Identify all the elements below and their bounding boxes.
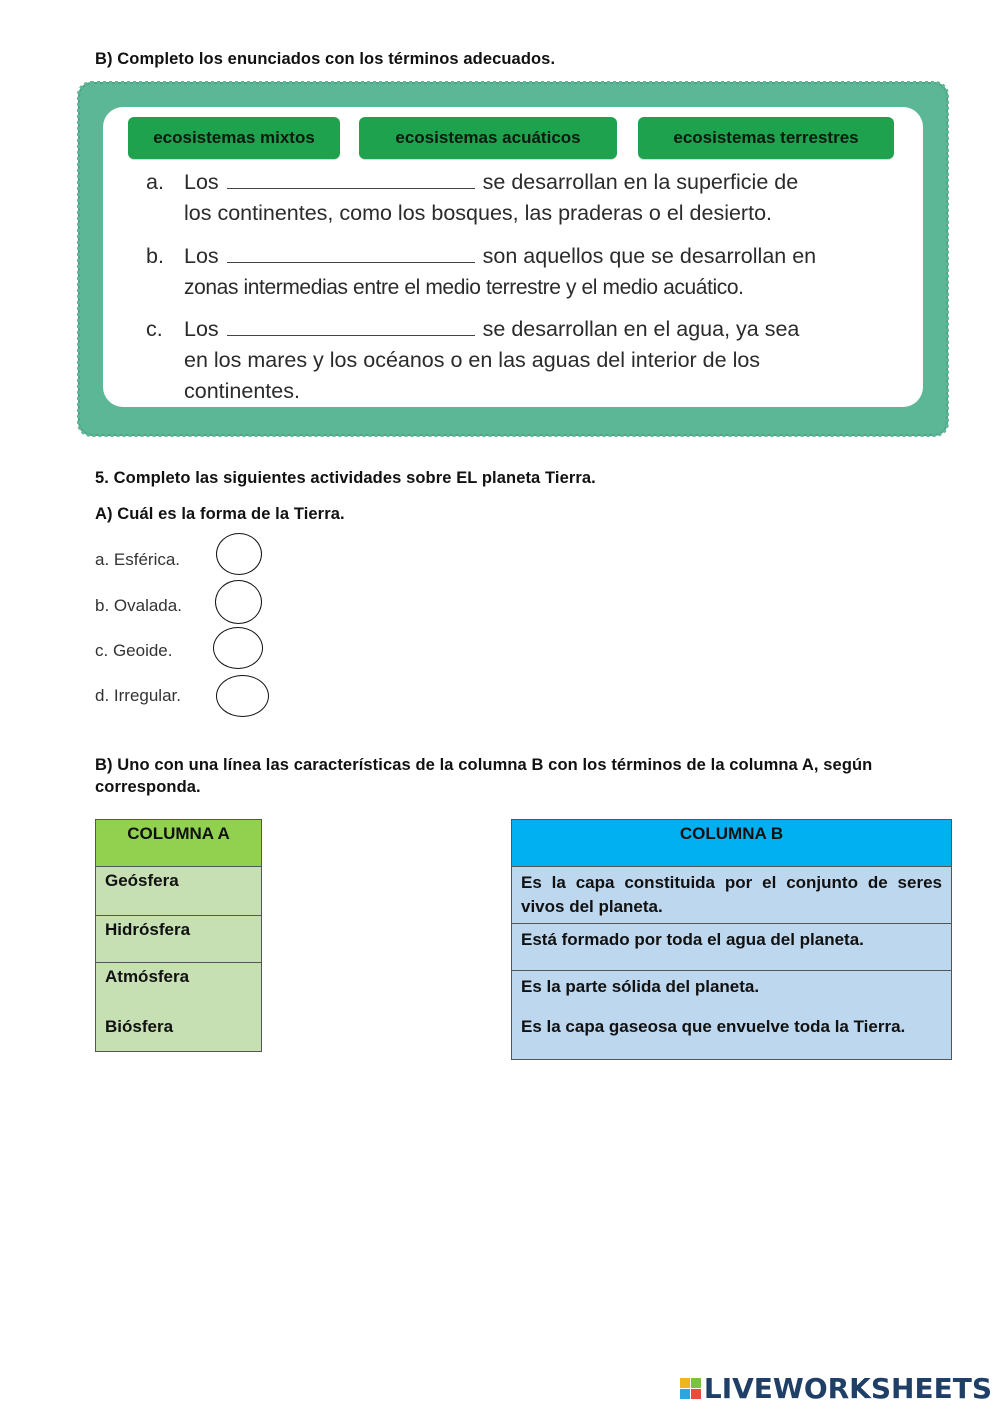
column-a-atmosfera[interactable]: Atmósfera	[105, 967, 190, 986]
blank-b[interactable]	[227, 242, 475, 263]
statement-after: son aquellos que se desarrollan en	[482, 244, 817, 268]
statement-a	[146, 167, 866, 229]
statement-before: Los	[184, 244, 219, 268]
statement-before: Los	[184, 170, 219, 194]
option-geoide-circle[interactable]	[213, 627, 263, 669]
column-a-table	[95, 819, 262, 1052]
chip-ecosistemas-terrestres[interactable]: ecosistemas terrestres	[638, 117, 894, 159]
section-b-heading: B) Completo los enunciados con los términos adecuados.	[95, 50, 556, 68]
option-irregular: d. Irregular.	[95, 686, 181, 705]
option-geoide: c. Geoide.	[95, 641, 173, 660]
column-a-hidrosfera[interactable]: Hidrósfera	[96, 916, 262, 963]
statement-line2: en los mares y los océanos o en las aguas del interior de los	[184, 348, 761, 372]
column-b-row-4[interactable]: Es la capa gaseosa que envuelve toda la Tierra.	[521, 1017, 906, 1036]
statement-after: se desarrollan en el agua, ya sea	[482, 317, 800, 341]
column-a-geosfera[interactable]: Geósfera	[96, 867, 262, 916]
statement-letter: a.	[146, 170, 164, 194]
option-esferica: a. Esférica.	[95, 550, 181, 569]
logo-mark-icon	[680, 1378, 701, 1399]
blank-a[interactable]	[227, 168, 475, 189]
statement-c	[146, 314, 866, 407]
statement-before: Los	[184, 317, 219, 341]
statement-letter: b.	[146, 244, 164, 268]
chip-ecosistemas-mixtos[interactable]: ecosistemas mixtos	[128, 117, 340, 159]
option-esferica-circle[interactable]	[216, 533, 262, 575]
column-a-merged-cell	[96, 963, 262, 1052]
liveworksheets-logo	[680, 1372, 992, 1405]
statement-line3: continentes.	[184, 379, 300, 403]
column-b-header: COLUMNA B	[512, 820, 952, 867]
column-a-header: COLUMNA A	[96, 820, 262, 867]
logo-text: LIVEWORKSHEETS	[703, 1372, 992, 1405]
column-b-row-1[interactable]: Es la capa constituida por el conjunto de seres vivos del planeta.	[512, 867, 952, 924]
column-b-row-3[interactable]: Es la parte sólida del planeta.	[521, 977, 760, 996]
column-a-biosfera[interactable]: Biósfera	[105, 1017, 174, 1036]
statement-line2: los continentes, como los bosques, las praderas o el desierto.	[184, 201, 772, 225]
blank-c[interactable]	[227, 315, 475, 336]
question-a-heading: A) Cuál es la forma de la Tierra.	[95, 505, 345, 523]
column-b-row-2[interactable]: Está formado por toda el agua del planeta.	[512, 924, 952, 971]
option-irregular-circle[interactable]	[216, 675, 269, 717]
statement-after: se desarrollan en la superficie de	[482, 170, 799, 194]
statement-line2: zonas intermedias entre el medio terrestre y el medio acuático.	[184, 276, 744, 299]
chip-ecosistemas-acuaticos[interactable]: ecosistemas acuáticos	[359, 117, 617, 159]
option-ovalada-circle[interactable]	[215, 580, 262, 624]
question-b-heading: B) Uno con una línea las características de la columna B con los términos de la columna A, según corresponda.	[95, 756, 873, 796]
statement-b	[146, 241, 866, 303]
statement-letter: c.	[146, 317, 163, 341]
column-b-table	[511, 819, 952, 1060]
section-5-heading: 5. Completo las siguientes actividades sobre EL planeta Tierra.	[95, 469, 596, 487]
column-b-merged-cell	[512, 971, 952, 1060]
option-ovalada: b. Ovalada.	[95, 596, 182, 615]
